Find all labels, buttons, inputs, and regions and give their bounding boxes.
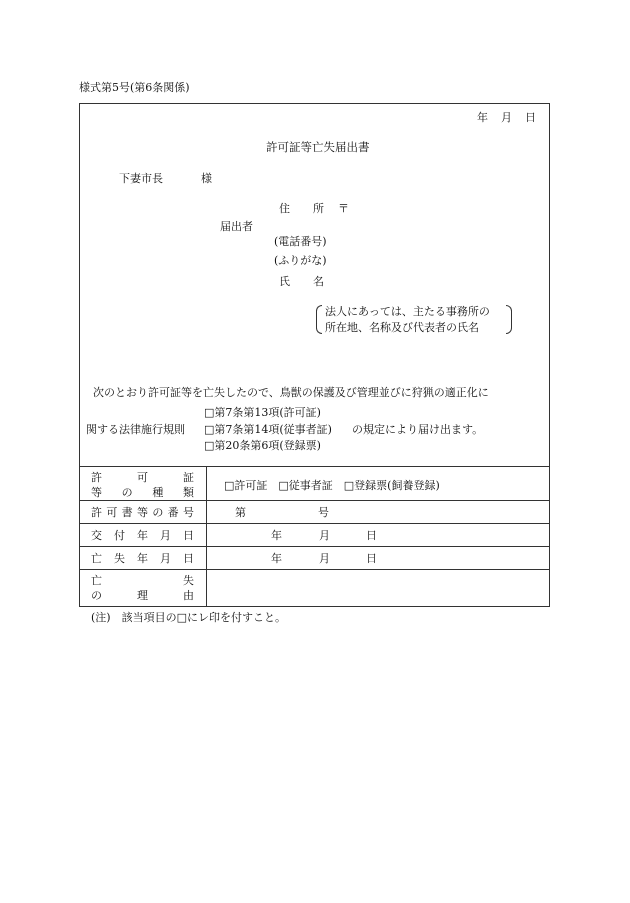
date-day: 日 — [525, 111, 536, 124]
table-top-line — [80, 466, 549, 467]
date-year: 年 — [477, 111, 488, 124]
form-number: 様式第5号(第6条関係) — [79, 81, 190, 94]
statement-suffix: の規定により届け出ます。 — [352, 423, 484, 436]
addressee-honorific: 様 — [201, 172, 212, 185]
row-number-label: 許 可 書 等 の 番 号 — [91, 506, 194, 519]
statement-option-3: □第20条第6項(登録票) — [204, 439, 321, 452]
table-line-3 — [80, 523, 549, 524]
furigana-label: (ふりがな) — [274, 254, 327, 267]
row-issue-date-label: 交 付 年 月 日 — [91, 529, 194, 542]
corporate-note-line1: 法人にあっては、主たる事務所の — [325, 305, 490, 318]
form-title: 許可証等亡失届出書 — [266, 140, 370, 154]
row-type-label-line2: 等 の 種 類 — [91, 486, 194, 499]
postal-mark: 〒 — [338, 202, 349, 215]
phone-label: (電話番号) — [274, 235, 327, 248]
notifier-label: 届出者 — [220, 220, 253, 233]
addressee-name: 下妻市長 — [119, 172, 163, 185]
table-line-4 — [80, 546, 549, 547]
address-label-2: 所 — [313, 202, 324, 215]
corporate-note-left-brace — [316, 305, 322, 334]
row-loss-date-label: 亡 失 年 月 日 — [91, 552, 194, 565]
row-loss-year: 年 — [271, 552, 282, 565]
name-label-1: 氏 — [279, 275, 290, 288]
table-line-2 — [80, 500, 549, 501]
date-month: 月 — [501, 111, 512, 124]
statement-option-1: □第7条第13項(許可証) — [204, 406, 321, 419]
table-line-5 — [80, 569, 549, 570]
table-column-divider — [206, 466, 207, 606]
row-reason-label-line1: 亡 失 — [91, 574, 194, 587]
row-number-dai: 第 — [235, 506, 246, 519]
row-type-label-line1: 許 可 証 — [91, 471, 194, 484]
name-label-2: 名 — [313, 275, 324, 288]
footnote: (注) 該当項目の□にレ印を付すこと。 — [91, 611, 286, 624]
row-reason-label-line2: の 理 由 — [91, 589, 194, 602]
row-loss-day: 日 — [366, 552, 377, 565]
row-issue-month: 月 — [319, 529, 330, 542]
corporate-note-right-brace — [506, 305, 512, 334]
statement-option-2: □第7条第14項(従事者証) — [204, 423, 332, 436]
row-issue-day: 日 — [366, 529, 377, 542]
statement-prefix: 関する法律施行規則 — [86, 423, 185, 436]
address-label-1: 住 — [279, 202, 290, 215]
row-number-go: 号 — [318, 506, 329, 519]
row-type-value: □許可証 □従事者証 □登録票(飼養登録) — [224, 479, 440, 492]
statement-line1: 次のとおり許可証等を亡失したので、鳥獣の保護及び管理並びに狩猟の適正化に — [93, 386, 489, 399]
row-loss-month: 月 — [319, 552, 330, 565]
form-frame — [79, 103, 550, 607]
row-issue-year: 年 — [271, 529, 282, 542]
corporate-note-line2: 所在地、名称及び代表者の氏名 — [325, 321, 479, 334]
